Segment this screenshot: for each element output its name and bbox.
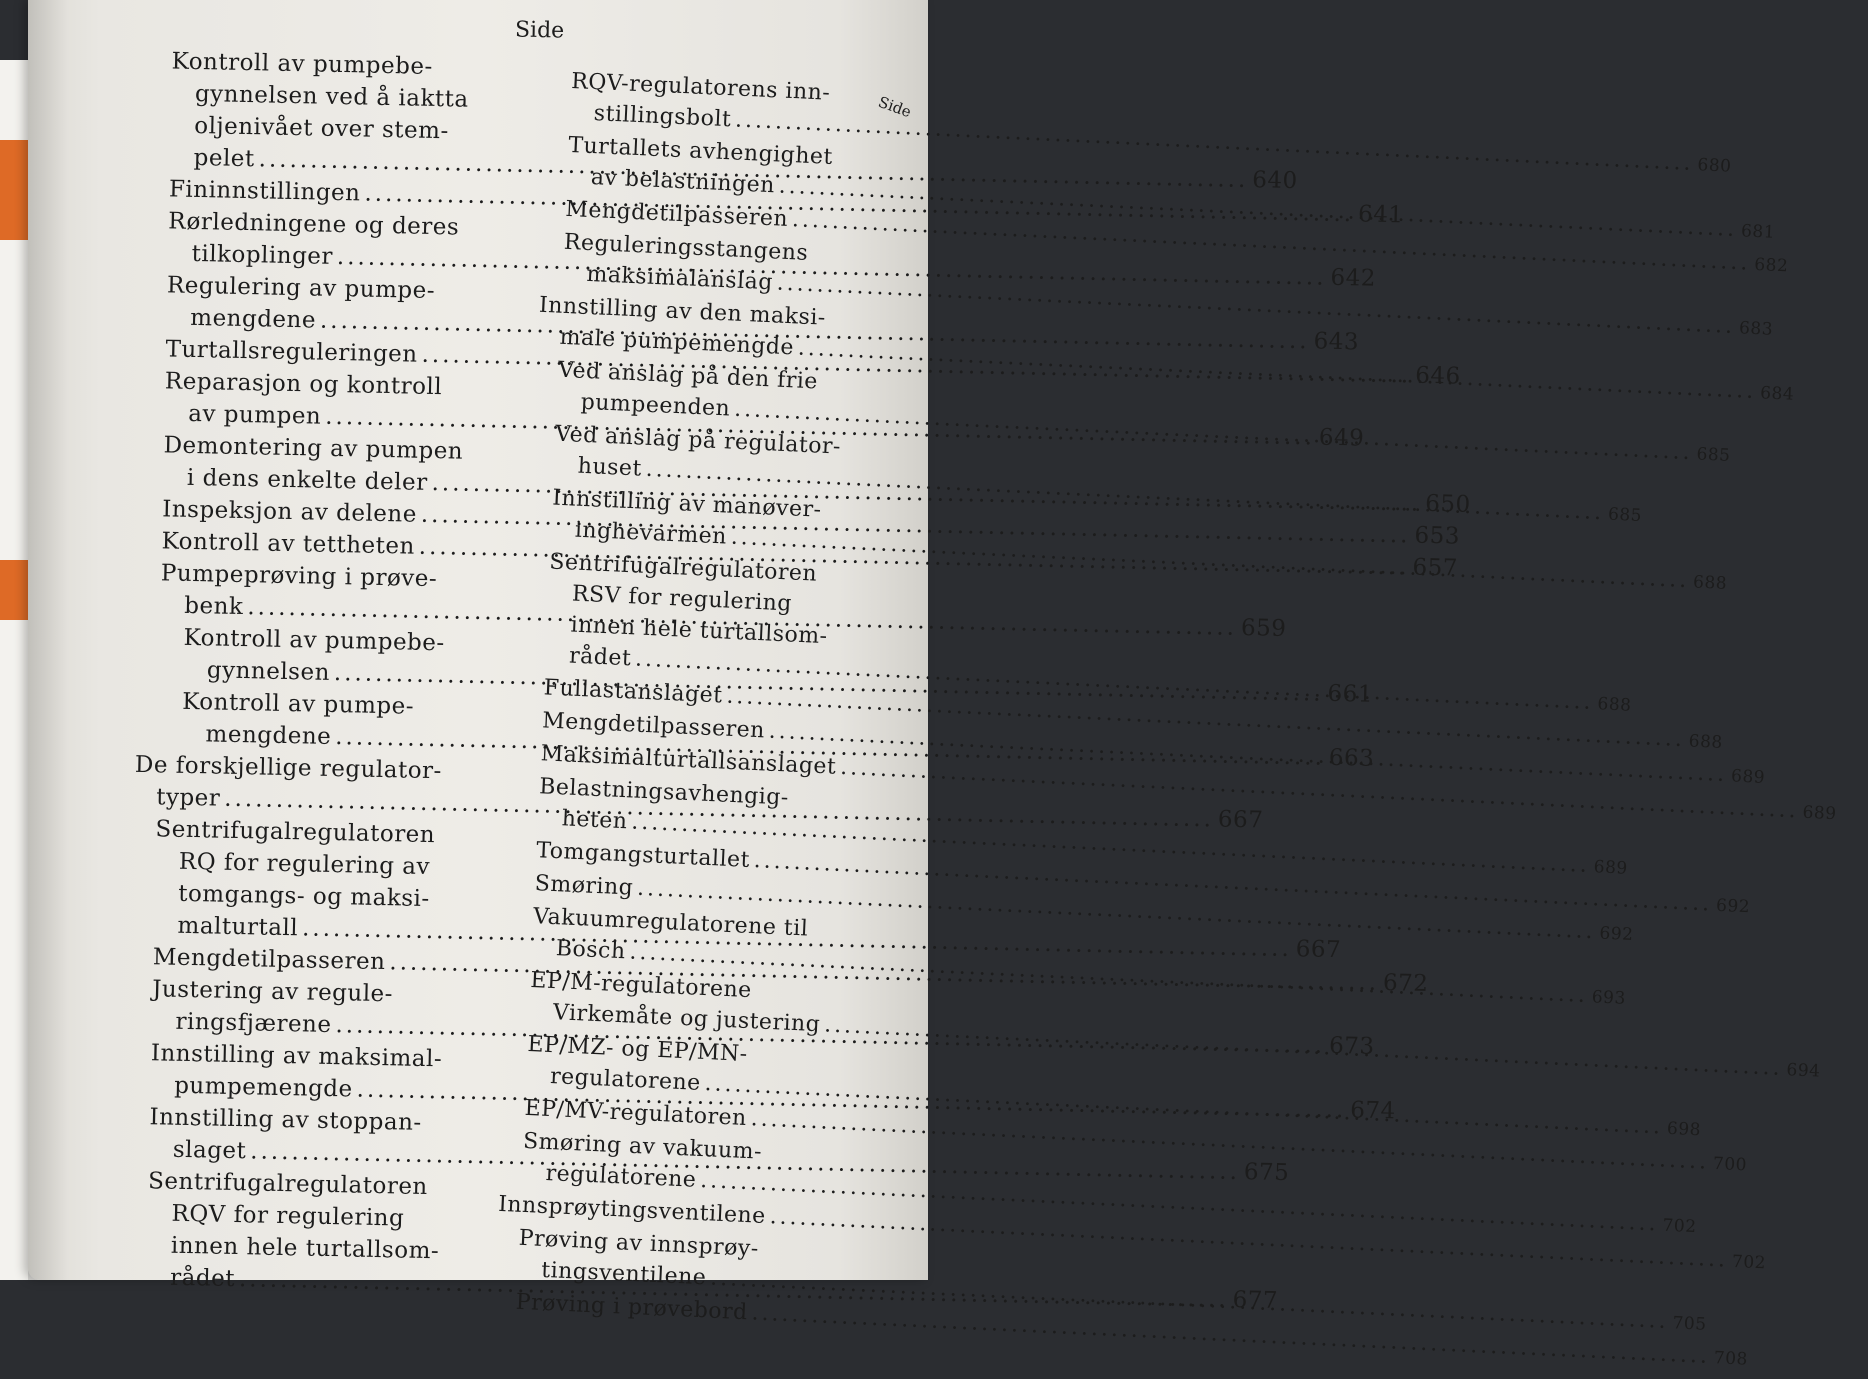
toc-page-number: 692 xyxy=(1599,923,1634,946)
toc-page-number: 643 xyxy=(1313,328,1360,356)
toc-page-number: 708 xyxy=(1713,1348,1749,1370)
toc-entry-text: EP/MZ- og EP/MN- xyxy=(526,1032,749,1067)
toc-entry-text: huset xyxy=(577,453,643,482)
toc-page-number: 650 xyxy=(1424,490,1471,518)
toc-entry-text: stillingsbolt xyxy=(593,101,732,133)
toc-page-number: 689 xyxy=(1593,857,1629,879)
toc-entry-text: pelet xyxy=(193,144,255,173)
toc-page-number: 641 xyxy=(1357,201,1404,229)
toc-entry-text: Innstilling av manøver- xyxy=(551,485,823,523)
toc-entry-text: typer xyxy=(155,784,221,812)
toc-entry-text: pumpeenden xyxy=(580,389,731,422)
toc-entry-text: Kontroll av pumpebe- xyxy=(171,48,434,80)
toc-entry-text: gynnelsen ved å iaktta xyxy=(194,80,469,113)
toc-entry-text: De forskjellige regulator- xyxy=(134,751,443,785)
page-fold-shadow xyxy=(28,0,68,1280)
toc-entry-text: Turtallets avhengighet xyxy=(567,132,834,170)
toc-page-number: 657 xyxy=(1412,554,1459,582)
side-header-right: Side xyxy=(875,92,914,122)
toc-entry-text: rådet xyxy=(568,643,632,672)
toc-page-number: 672 xyxy=(1382,970,1429,997)
toc-page-number: 689 xyxy=(1802,802,1837,825)
side-header-left: Side xyxy=(514,17,565,44)
toc-entry-text: tilkoplinger xyxy=(191,240,334,270)
orange-index-tab xyxy=(0,140,28,240)
toc-entry-text: Ved anslag på den frie xyxy=(557,357,819,395)
toc-entry-text: Inspeksjon av delene xyxy=(162,496,418,528)
toc-page-number: 688 xyxy=(1688,731,1724,753)
toc-entry-text: maksimalanslag xyxy=(585,261,774,296)
toc-entry-text: slaget xyxy=(172,1136,247,1165)
toc-page-number: 667 xyxy=(1295,936,1342,964)
toc-entry-text: Fininnstillingen xyxy=(168,176,361,207)
toc-entry-text: Rørledningene og deres xyxy=(168,208,460,241)
toc-page-number: 702 xyxy=(1731,1251,1767,1274)
toc-page-number: 685 xyxy=(1696,444,1731,466)
toc-entry-text: Prøving i prøvebord xyxy=(515,1289,749,1326)
toc-entry-text: benk xyxy=(183,592,244,621)
toc-entry-text: av belastningen xyxy=(590,164,776,199)
toc-entry-text: inghevarmen xyxy=(574,517,728,550)
toc-entry-text: Innstilling av stoppan- xyxy=(149,1104,422,1136)
toc-entry-text: EP/M-regulatorene xyxy=(529,968,753,1004)
toc-entry-text: Vakuumregulatorene til xyxy=(532,904,809,942)
toc-entry-text: Fullastanslaget xyxy=(543,675,724,709)
toc-page-number: 688 xyxy=(1692,572,1728,594)
toc-entry-text: Innstilling av den maksi- xyxy=(538,292,827,331)
toc-entry-text: Mengdetilpasseren xyxy=(541,708,766,744)
toc-page-number: 681 xyxy=(1740,221,1776,243)
toc-entry-text: Innsprøytingsventilene xyxy=(497,1191,767,1229)
toc-entry-text: Kontroll av pumpebe- xyxy=(183,624,445,657)
toc-page-number: 684 xyxy=(1759,383,1795,405)
toc-entry-text: Tomgangsturtallet xyxy=(535,838,751,873)
toc-page-number: 705 xyxy=(1672,1313,1707,1335)
toc-entry-text: Reguleringsstangens xyxy=(563,229,809,266)
toc-entry-text: innen hele turtallsom- xyxy=(570,612,829,650)
toc-page-number: 640 xyxy=(1252,167,1298,195)
toc-page-number: 659 xyxy=(1240,614,1287,642)
toc-entry-text: pumpemengde xyxy=(173,1072,353,1103)
toc-page-number: 673 xyxy=(1328,1032,1375,1060)
toc-page-number: 702 xyxy=(1662,1215,1697,1238)
toc-page-number: 675 xyxy=(1243,1159,1290,1187)
toc-page-number: 649 xyxy=(1318,424,1365,452)
toc-entry-text: Sentrifugalregulatoren xyxy=(155,816,436,849)
dot-leader xyxy=(820,1009,1788,1084)
toc-page-number: 661 xyxy=(1327,680,1374,708)
toc-entry-text: RQV for regulering xyxy=(171,1200,405,1232)
toc-entry-text: RQ for regulering av xyxy=(178,848,431,881)
toc-entry-text: Innstilling av maksimal- xyxy=(150,1040,443,1073)
toc-entry-text: Sentrifugalregulatoren xyxy=(548,549,818,587)
toc-entry-text: Belastningsavhengig- xyxy=(538,774,790,811)
toc-entry-text: ringsfjærene xyxy=(175,1008,332,1039)
toc-page-number: 680 xyxy=(1697,155,1732,177)
toc-page-number: 667 xyxy=(1217,806,1264,834)
toc-entry-text: innen hele turtallsom- xyxy=(170,1232,440,1265)
toc-entry-text: Ved anslag på regulator- xyxy=(554,421,842,460)
toc-page-number: 674 xyxy=(1350,1097,1396,1125)
toc-entry-text: Kontroll av tettheten xyxy=(161,528,416,560)
toc-page-number: 694 xyxy=(1786,1060,1821,1082)
toc-entry-text: Kontroll av pumpe- xyxy=(181,688,415,720)
toc-page-number: 698 xyxy=(1666,1118,1702,1141)
toc-page-number: 683 xyxy=(1738,318,1774,340)
toc-page-number: 653 xyxy=(1414,522,1461,550)
toc-entry-text: Turtallsreguleringen xyxy=(165,336,418,368)
toc-page-number: 663 xyxy=(1328,744,1375,772)
toc-entry-text: RQV-regulatorens inn- xyxy=(570,68,831,106)
toc-entry-text: oljenivået over stem- xyxy=(194,112,450,145)
toc-entry-text: Bosch xyxy=(555,936,627,965)
toc-page-number: 692 xyxy=(1715,895,1751,918)
toc-entry-text: Sentrifugalregulatoren xyxy=(147,1168,429,1201)
toc-entry-text: av pumpen xyxy=(188,400,322,430)
toc-entry-text: tingsventilene xyxy=(540,1257,707,1291)
toc-page-number: 677 xyxy=(1232,1286,1279,1314)
toc-entry-text: rådet xyxy=(169,1264,236,1293)
toc-page-number: 682 xyxy=(1753,254,1789,277)
toc-entry-text: Mengdetilpasseren xyxy=(152,944,386,976)
toc-entry-text: male pumpemengde xyxy=(559,324,795,361)
toc-entry-text: Smøring xyxy=(534,871,634,901)
toc-entry-text: Smøring av vakuum- xyxy=(522,1128,763,1165)
toc-entry-text: gynnelsen xyxy=(206,657,331,686)
toc-entry-text: Reparasjon og kontroll xyxy=(164,368,443,401)
toc-entry-text: tomgangs- og maksi- xyxy=(177,880,430,913)
toc-entry-text: Pumpeprøving i prøve- xyxy=(160,560,438,593)
toc-entry-text: Justering av regule- xyxy=(151,976,394,1008)
toc-entry-text: RSV for regulering xyxy=(571,581,793,617)
toc-entry-text: mengdene xyxy=(205,721,332,750)
toc-page-number: 689 xyxy=(1730,766,1766,788)
toc-entry-text: i dens enkelte deler xyxy=(186,464,428,496)
toc-entry-text: mengdene xyxy=(190,304,317,334)
orange-index-tab xyxy=(0,560,28,620)
toc-entry-text: regulatorene xyxy=(549,1064,702,1096)
toc-page-number: 642 xyxy=(1330,264,1377,292)
toc-entry-text: malturtall xyxy=(177,912,299,942)
toc-entry-text: heten xyxy=(561,806,629,835)
toc-entry-text: Virkemåte og justering xyxy=(552,1000,821,1038)
toc-entry-text: Maksimalturtallsanslaget xyxy=(540,741,837,780)
toc-entry-text: EP/MV-regulatoren xyxy=(524,1095,748,1131)
toc-page-number: 693 xyxy=(1591,987,1627,1009)
toc-entry-text: Demontering av pumpen xyxy=(163,432,464,465)
toc-entry-text: Mengdetilpasseren xyxy=(564,196,789,232)
toc-page-number: 700 xyxy=(1712,1153,1748,1176)
toc-entry-text: Prøving av innsprøy- xyxy=(518,1225,760,1262)
toc-entry-text: regulatorene xyxy=(545,1160,697,1193)
toc-entry-text: Regulering av pumpe- xyxy=(166,272,436,305)
toc-page-number: 685 xyxy=(1607,504,1643,526)
toc-page-number: 688 xyxy=(1597,694,1632,716)
toc-page-number: 646 xyxy=(1414,362,1461,390)
